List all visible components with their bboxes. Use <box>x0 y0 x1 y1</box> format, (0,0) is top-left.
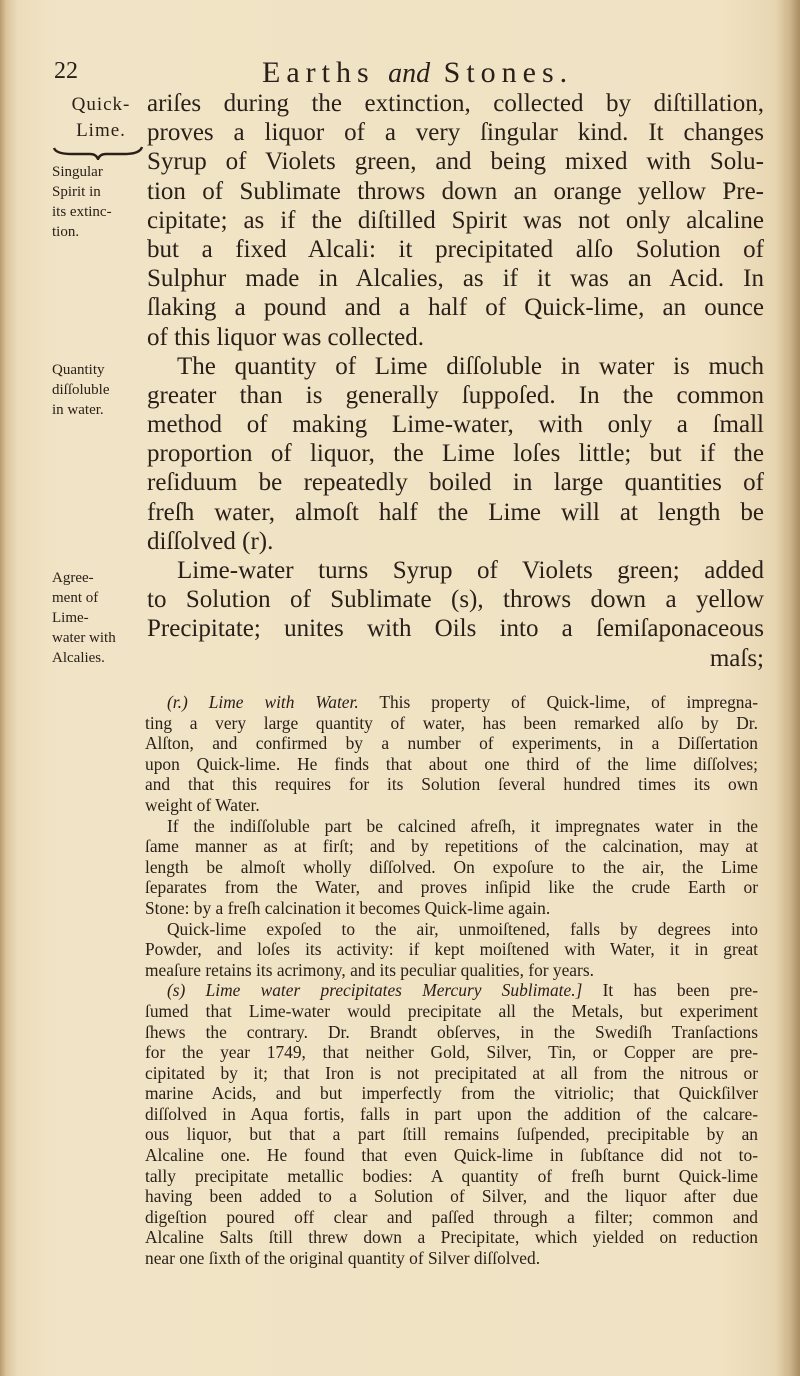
title-stones: Stones. <box>443 56 574 89</box>
footnote-line: upon Quick-lime. He finds that about one third of the lime diſſolves; <box>145 753 758 774</box>
footnote-line: tally precipitate metallic bodies: A quantity of freſh burnt Quick-lime <box>145 1165 758 1186</box>
footnote-s-label: (s) Lime water precipitates Mercury Sublimate.] <box>167 980 583 1001</box>
footnote-line: digeſtion poured off clear and paſſed through a filter; common and <box>145 1206 758 1227</box>
footnote-line: Quick-lime expoſed to the air, unmoiſtened, falls by degrees into <box>167 918 758 939</box>
footnote-line: ſumed that Lime-water would precipitate all the Metals, but experiment <box>145 1000 758 1021</box>
text-line: of this liquor was collected. <box>147 323 425 351</box>
footnote-line: Powder, and loſes its activity: if kept moiſtened with Water, it in great <box>145 939 758 960</box>
margin-note-line: Singular <box>52 164 103 180</box>
footnote-line: cipitated by it; that Iron is not precipitated at all from the nitrous or <box>145 1062 758 1083</box>
title-and: and <box>388 58 431 89</box>
margin-note-singular-spirit <box>52 162 144 242</box>
footnote-line: diſſolved in Aqua fortis, falls in part upon the addition of the calcare- <box>145 1103 758 1124</box>
margin-note-line: Alcalies. <box>52 650 105 666</box>
margin-note-line: Lime- <box>52 610 89 626</box>
footnote-r-quicklime <box>145 919 758 981</box>
paragraph-3 <box>147 556 764 673</box>
side-heading-line: Quick- <box>71 94 131 115</box>
paragraph-1 <box>147 89 764 352</box>
text-line: to Solution of Sublimate (s), throws down a yellow <box>147 586 764 614</box>
text-line: Precipitate; unites with Oils into a ſemiſaponaceous <box>147 615 764 643</box>
main-text <box>147 89 764 673</box>
paragraph-2 <box>147 352 764 556</box>
text-line: cipitate; as if the diſtilled Spirit was not only alcaline <box>147 206 764 234</box>
margin-note-line: Agree- <box>52 570 94 586</box>
footnote-line: Alcaline Salts ſtill threw down a Precipitate, which yielded on reduction <box>145 1227 758 1248</box>
text-line: Sulphur made in Alcalies, as if it was an Acid. In <box>147 265 764 293</box>
footnote-r-continued <box>145 816 758 919</box>
text-line: ariſes during the extinction, collected by diſtillation, <box>147 90 764 117</box>
footnotes <box>145 692 758 1269</box>
brace-ornament <box>52 144 144 160</box>
margin-note-agreement <box>52 568 144 668</box>
text-line: diſſolved (r). <box>147 527 274 555</box>
text-line: reſiduum be repeatedly boiled in large quantities of <box>147 469 764 497</box>
margin-note-line: Spirit in <box>52 184 101 200</box>
footnote-line: weight of Water. <box>145 794 260 815</box>
footnote-line: for the year 1749, that neither Gold, Silver, Tin, or Copper are pre- <box>145 1042 758 1063</box>
footnote-r <box>145 692 758 816</box>
margin-note-line: diſſoluble <box>52 382 110 398</box>
title-earths: Earths <box>262 56 375 89</box>
text-line: proves a liquor of a very ſingular kind. It changes <box>147 119 764 147</box>
footnote-line: Alſton, and confirmed by a number of experiments, in a Diſſertation <box>145 733 758 754</box>
footnote-line <box>145 980 758 1001</box>
footnote-r-label: (r.) Lime with Water. <box>167 692 359 712</box>
footnote-line: length be almoſt wholly diſſolved. On expoſure to the air, the Lime <box>145 856 758 877</box>
text-line: Lime-water turns Syrup of Violets green; added <box>177 557 764 584</box>
footnote-line: near one ſixth of the original quantity of Silver diſſolved. <box>145 1248 541 1269</box>
footnote-s <box>145 980 758 1268</box>
text-line: tion of Sublimate throws down an orange yellow Pre- <box>147 177 764 205</box>
margin-note-line: tion. <box>52 224 80 240</box>
footnote-line: ſeparates from the Water, and proves inſipid like the crude Earth or <box>145 877 758 898</box>
running-title <box>262 56 654 90</box>
footnote-line: and that this requires for its Solution ſeveral hundred times its own <box>145 774 758 795</box>
side-heading-line: Lime. <box>76 120 126 141</box>
footnote-line: Alcaline one. He found that even Quick-lime in ſubſtance did not to- <box>145 1145 758 1166</box>
text-line: maſs; <box>709 644 764 672</box>
margin-note-line: in water. <box>52 402 104 418</box>
footnote-line: ting a very large quantity of water, has been remarked alſo by Dr. <box>145 712 758 733</box>
text-line: The quantity of Lime diſſoluble in water is much <box>177 352 764 380</box>
margin-note-quantity <box>52 360 144 420</box>
footnote-line: ous liquor, but that a part ſtill remains ſuſpended, precipitable by an <box>145 1124 758 1145</box>
text-line: proportion of liquor, the Lime loſes little; but if the <box>147 440 764 468</box>
text-line: freſh water, almoſt half the Lime will at length be <box>147 498 764 526</box>
footnote-line: ſame manner as at firſt; and by repetitions of the calcination, may at <box>145 836 758 857</box>
side-heading <box>56 92 146 144</box>
footnote-line <box>145 692 758 713</box>
footnote-line: meaſure retains its acrimony, and its peculiar qualities, for years. <box>145 959 594 980</box>
footnote-line: marine Acids, and but imperfectly from the vitriolic; that Quickſilver <box>145 1083 758 1104</box>
margin-note-line: water with <box>52 630 116 646</box>
footnote-text: This property of Quick-lime, of impregna- <box>358 692 758 712</box>
footnote-line: ſhews the contrary. Dr. Brandt obſerves, in the Swediſh Tranſactions <box>145 1021 758 1042</box>
footnote-text: It has been pre- <box>582 980 758 1001</box>
footnote-line: Stone: by a freſh calcination it becomes Quick-lime again. <box>145 897 551 918</box>
text-line: method of making Lime-water, with only a ſmall <box>147 411 764 439</box>
page-number: 22 <box>54 58 78 84</box>
footnote-line: having been added to a Solution of Silver, and the liquor after due <box>145 1186 758 1207</box>
text-line: ſlaking a pound and a half of Quick-lime, an ounce <box>147 294 764 322</box>
text-line: but a fixed Alcali: it precipitated alſo Solution of <box>147 235 764 263</box>
text-line: greater than is generally ſuppoſed. In the common <box>147 381 764 409</box>
text-line: Syrup of Violets green, and being mixed with Solu- <box>147 148 764 176</box>
margin-note-line: ment of <box>52 590 99 606</box>
footnote-line: If the indiſſoluble part be calcined afreſh, it impregnates water in the <box>167 815 758 836</box>
margin-note-line: Quantity <box>52 362 105 378</box>
margin-note-line: its extinc- <box>52 204 112 220</box>
